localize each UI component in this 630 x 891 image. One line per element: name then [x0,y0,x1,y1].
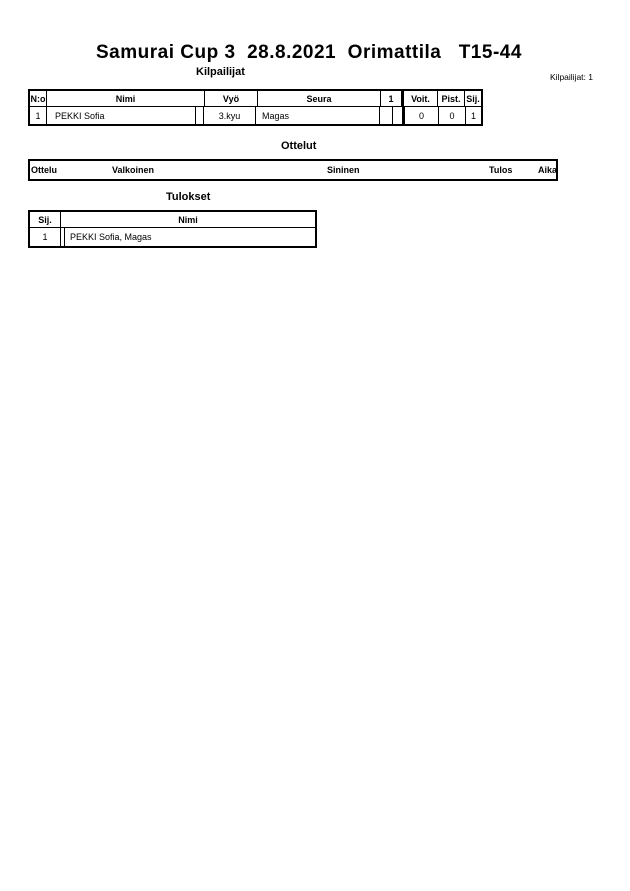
column-header-club: Seura [258,91,381,106]
competitor-wins: 0 [405,107,439,124]
column-header-white: Valkoinen [112,165,155,175]
competitors-header-row [30,91,481,107]
column-header-blue: Sininen [327,165,360,175]
pool-score-cell [380,107,393,124]
result-name: PEKKI Sofia, Magas [70,232,152,242]
column-header-match: Ottelu [31,165,57,175]
competitor-club: Magas [256,107,380,124]
column-header-time: Aika [538,165,558,175]
competitors-count-label: Kilpailijat: 1 [550,72,593,82]
competitor-points: 0 [439,107,466,124]
column-header-place: Sij. [30,212,61,227]
page-title: Samurai Cup 3 28.8.2021 Orimattila T15-44 [96,42,522,63]
column-header-wins: Voit. [404,91,438,106]
result-row [30,228,315,246]
column-header-pool-1: 1 [381,91,404,106]
column-header-belt: Vyö [205,91,258,106]
competitors-section-title: Kilpailijat [196,66,245,78]
column-header-name: Nimi [47,91,205,106]
competitors-table [28,89,483,126]
spacer-cell [393,107,405,124]
competitor-belt: 3.kyu [204,107,256,124]
column-header-name: Nimi [178,214,198,225]
competitor-row [30,107,481,124]
competitor-place: 1 [470,110,476,121]
spacer-cell [196,107,204,124]
column-header-points: Pist. [438,91,465,106]
result-place: 1 [30,228,61,246]
competitor-name: PEKKI Sofia [47,107,196,124]
column-header-result: Tulos [489,165,513,175]
matches-table [28,159,558,181]
column-header-no: N:o [30,91,47,106]
results-table [28,210,317,248]
results-section-title: Tulokset [166,191,211,203]
matches-section-title: Ottelut [281,140,317,152]
results-header-row [30,212,315,228]
competitor-number: 1 [30,107,47,124]
column-header-place: Sij. [466,93,480,104]
